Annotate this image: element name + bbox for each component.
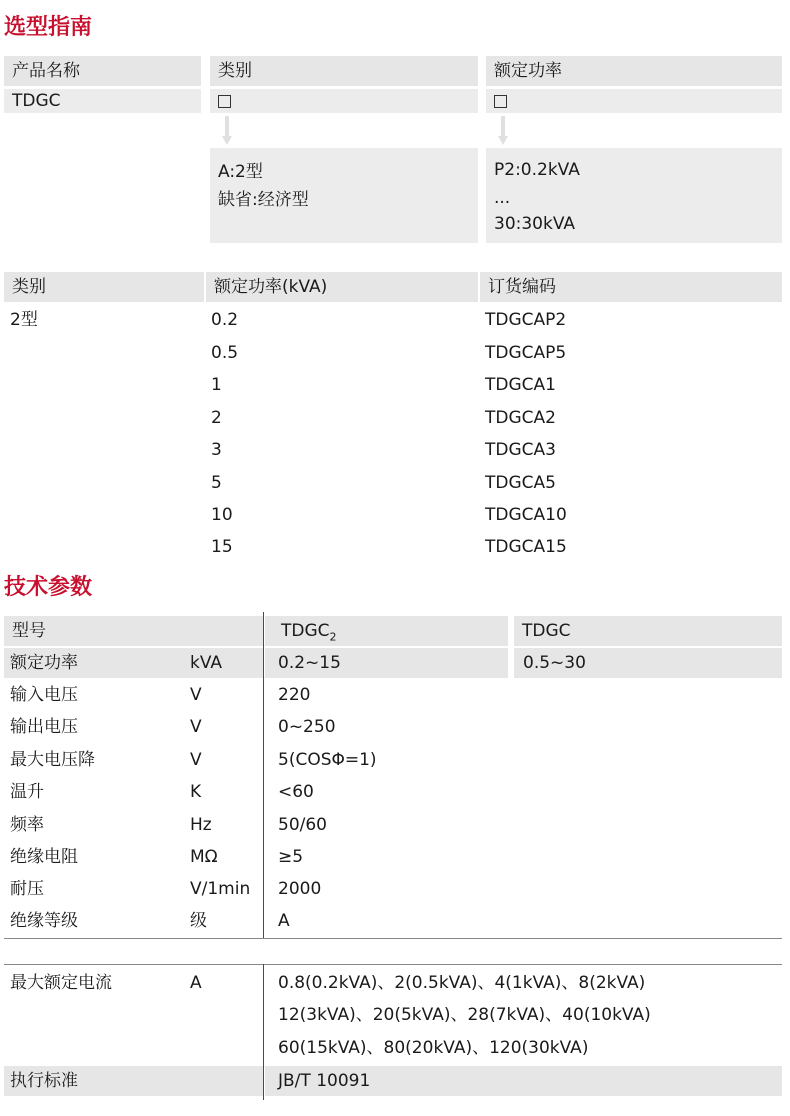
tech-header-model-label: 型号 bbox=[4, 616, 263, 646]
power-option: ... bbox=[494, 188, 511, 208]
tech-param-unit: V/1min bbox=[190, 879, 251, 899]
order-header-code: 订货编码 bbox=[480, 272, 782, 302]
selection-guide-title: 选型指南 bbox=[4, 15, 93, 40]
tech-param-value1: 50/60 bbox=[278, 815, 327, 835]
tech-param-name: 输出电压 bbox=[10, 717, 78, 737]
order-code: TDGCA3 bbox=[485, 440, 556, 460]
model1-base: TDGC bbox=[281, 621, 330, 641]
square-checkbox-icon[interactable] bbox=[494, 95, 507, 108]
tech-header-model1 bbox=[265, 616, 508, 646]
header-product-name: 产品名称 bbox=[4, 56, 201, 86]
tech-param-unit: Hz bbox=[190, 815, 212, 835]
square-checkbox-icon[interactable] bbox=[218, 95, 231, 108]
order-header-power: 额定功率(kVA) bbox=[206, 272, 478, 302]
tech-param-name: 温升 bbox=[10, 782, 44, 802]
max-current-line: 0.8(0.2kVA)、2(0.5kVA)、4(1kVA)、8(2kVA) bbox=[278, 973, 646, 993]
order-power: 15 bbox=[211, 537, 233, 557]
category-option: 缺省:经济型 bbox=[218, 190, 309, 210]
category-options-box bbox=[210, 148, 478, 243]
order-code: TDGCA2 bbox=[485, 408, 556, 428]
category-option: A:2型 bbox=[218, 162, 263, 182]
power-checkbox-cell bbox=[486, 89, 782, 113]
tech-param-name: 绝缘等级 bbox=[10, 911, 78, 931]
tech-param-value2: 0.5~30 bbox=[523, 653, 586, 673]
max-current-name: 最大额定电流 bbox=[10, 973, 112, 993]
order-power: 3 bbox=[211, 440, 222, 460]
order-code: TDGCA1 bbox=[485, 375, 556, 395]
table-divider bbox=[4, 964, 782, 965]
tech-param-unit: kVA bbox=[190, 653, 223, 673]
tech-param-name: 绝缘电阻 bbox=[10, 847, 78, 867]
order-power: 1 bbox=[211, 375, 222, 395]
tech-param-value1: 2000 bbox=[278, 879, 322, 899]
category-checkbox-cell bbox=[210, 89, 478, 113]
tech-param-unit: MΩ bbox=[190, 847, 218, 867]
tech-param-value1: 0~250 bbox=[278, 717, 336, 737]
power-option: P2:0.2kVA bbox=[494, 160, 580, 180]
order-code: TDGCA5 bbox=[485, 473, 556, 493]
tech-param-unit: V bbox=[190, 717, 202, 737]
tech-param-unit: V bbox=[190, 685, 202, 705]
order-power: 10 bbox=[211, 505, 233, 525]
column-divider bbox=[263, 612, 264, 938]
header-category: 类别 bbox=[210, 56, 478, 86]
tech-param-unit: 级 bbox=[190, 911, 207, 931]
tech-param-value1: 220 bbox=[278, 685, 311, 705]
tech-param-name: 最大电压降 bbox=[10, 750, 95, 770]
tech-param-value1: <60 bbox=[278, 782, 314, 802]
power-options-box bbox=[486, 148, 782, 243]
tech-param-value1: A bbox=[278, 911, 290, 931]
order-power: 0.2 bbox=[211, 310, 239, 330]
tech-param-name: 频率 bbox=[10, 815, 44, 835]
tech-param-name: 额定功率 bbox=[10, 653, 78, 673]
order-code: TDGCA10 bbox=[485, 505, 567, 525]
order-code: TDGCAP2 bbox=[485, 310, 567, 330]
header-rated-power: 额定功率 bbox=[486, 56, 782, 86]
order-power: 0.5 bbox=[211, 343, 239, 363]
table-divider bbox=[4, 938, 782, 939]
tech-param-name: 耐压 bbox=[10, 879, 44, 899]
column-divider bbox=[263, 964, 264, 1100]
order-power: 2 bbox=[211, 408, 222, 428]
tech-header-model2: TDGC bbox=[514, 616, 782, 646]
standard-name: 执行标准 bbox=[10, 1071, 78, 1091]
tech-param-name: 输入电压 bbox=[10, 685, 78, 705]
tech-param-value1: ≥5 bbox=[278, 847, 304, 867]
order-code: TDGCAP5 bbox=[485, 343, 567, 363]
max-current-line: 12(3kVA)、20(5kVA)、28(7kVA)、40(10kVA) bbox=[278, 1005, 651, 1025]
tech-param-unit: K bbox=[190, 782, 202, 802]
max-current-unit: A bbox=[190, 973, 202, 993]
max-current-line: 60(15kVA)、80(20kVA)、120(30kVA) bbox=[278, 1038, 589, 1058]
tech-params-title: 技术参数 bbox=[4, 575, 93, 600]
tech-param-value1: 0.2~15 bbox=[278, 653, 341, 673]
order-power: 5 bbox=[211, 473, 222, 493]
product-value: TDGC bbox=[12, 91, 61, 111]
order-category-value: 2型 bbox=[10, 310, 38, 330]
tech-param-unit: V bbox=[190, 750, 202, 770]
model1-subscript: 2 bbox=[329, 630, 337, 644]
tech-param-value1: 5(COSΦ=1) bbox=[278, 750, 377, 770]
order-header-category: 类别 bbox=[4, 272, 204, 302]
product-value-cell bbox=[4, 89, 201, 113]
power-option: 30:30kVA bbox=[494, 214, 576, 234]
order-code: TDGCA15 bbox=[485, 537, 567, 557]
standard-value: JB/T 10091 bbox=[278, 1071, 371, 1091]
